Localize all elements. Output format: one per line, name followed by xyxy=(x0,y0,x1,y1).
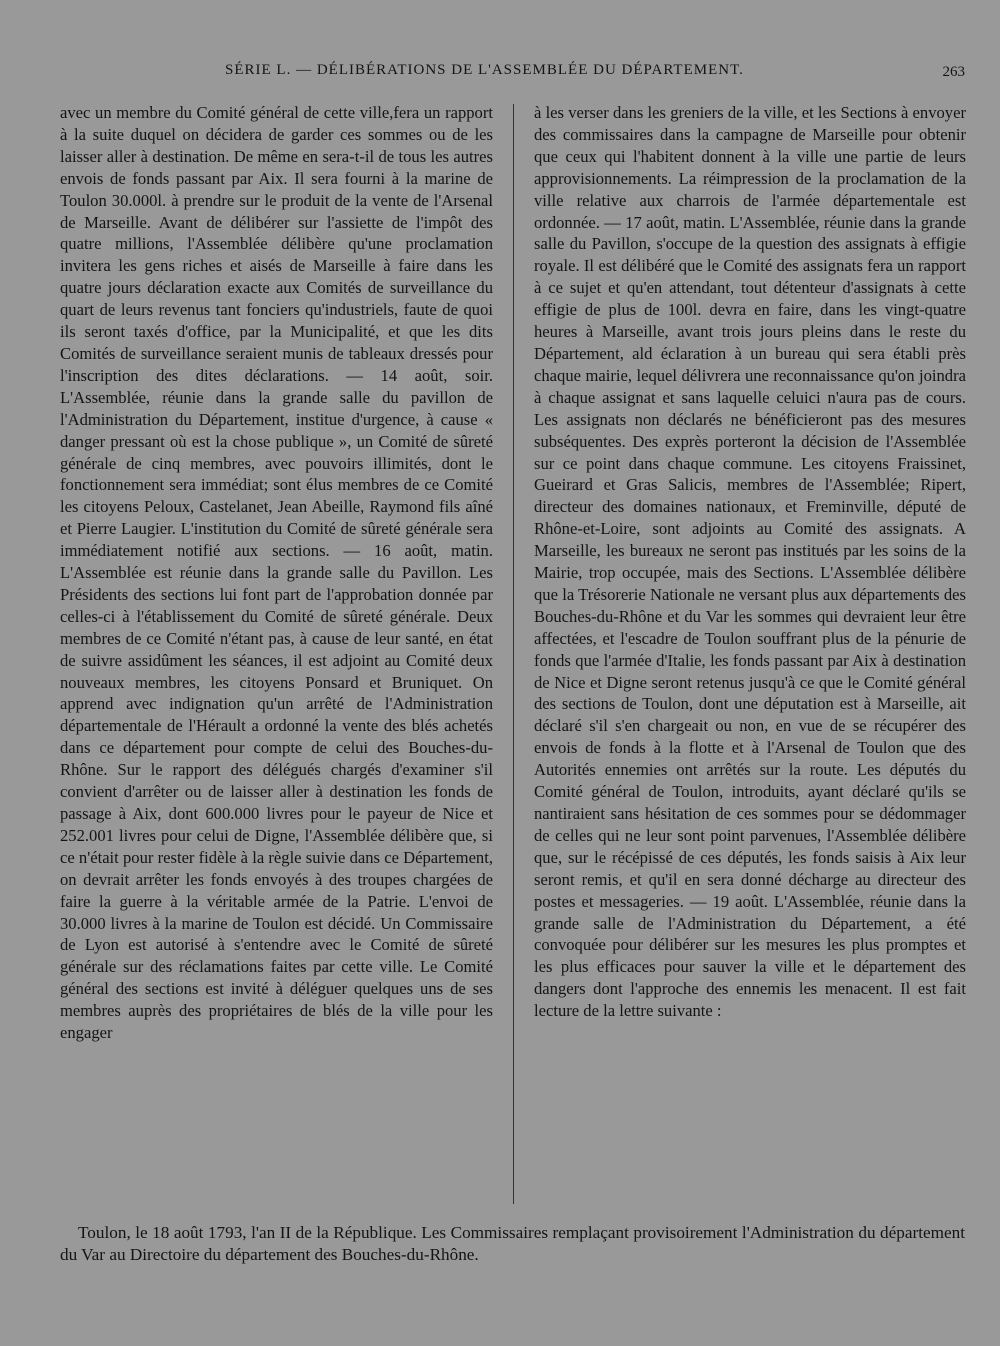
page-number: 263 xyxy=(942,64,965,80)
right-column-text: à les verser dans les greniers de la ville, et les Sections à envoyer des commissaires dans la campagne de Marseille pour obtenir que ceux qui l'habitent donnent à la ville une partie de leurs approvisionnements. La réimpression de la proclamation de la ville relative aux charrois de l'armée départementale est ordonnée. — 17 août, matin. L'Assemblée, réunie dans la grande salle du Pavillon, s'occupe de la question des assignats à effigie royale. Il est délibéré que le Comité des assignats fera un rapport à ce sujet et qu'en attendant, tout détenteur d'assignats à cette effigie de plus de 100l. devra en faire, dans les vingt-quatre heures à Marseille, avant trois jours pleins dans le reste du Département, ald éclaration à un bureau qui sera établi près chaque mairie, lequel délivrera une reconnaissance qu'on joindra à chaque assignat et sans laquelle celuici n'aura pas de cours. Les assignats non déclarés ne bénéficieront pas des mesures subséquentes. Des exprès porteront la décision de l'Assemblée sur ce point dans chaque commune. Les citoyens Fraissinet, Gueirard et Gras Salicis, membres de l'Assemblée; Ripert, directeur des domaines nationaux, et Freminville, député de Rhône-et-Loire, sont adjoints au Comité des assignats. A Marseille, les bureaux ne seront pas institués par les soins de la Mairie, trop occupée, mais des Sections. L'Assemblée délibère que la Trésorerie Nationale ne versant plus aux départements des Bouches-du-Rhône et du Var les sommes qui devraient leur être affectées, et l'escadre de Toulon souffrant plus de la pénurie de fonds que l'armée d'Italie, les fonds passant par Aix à destination de Nice et Digne seront retenus jusqu'à ce que le Comité général des sections de Toulon, dont une députation est à Marseille, ait déclaré s'il s'en chargeait ou non, en vue de se récupérer des envois de fonds à la flotte et à l'Arsenal de Toulon que des Autorités ennemies ont arrêtés sur la route. Les députés du Comité général de Toulon, introduits, ayant déclaré qu'ils se nantiraient sans hésitation de ces sommes pour se dédommager de celles qui ne leur sont point parvenues, l'Assemblée délibère que, sur le récépissé de ces députés, les fonds saisis à Aix leur seront remis, et qu'il en sera donné décharge au directeur des postes et messageries. — 19 août. L'Assemblée, réunie dans la grande salle de l'Administration du Département, a été convoquée pour délibérer sur les mesures les plus promptes et les plus efficaces pour sauver la ville et le département des dangers dont l'approche des ennemis les menacent. Il est fait lecture de la lettre suivante : xyxy=(534,103,966,1021)
column-divider xyxy=(513,104,514,1204)
running-header xyxy=(60,62,965,86)
left-column-text: avec un membre du Comité général de cette ville,fera un rapport à la suite duquel on décidera de garder ces sommes ou de les laisser aller à destination. De même en sera-t-il de tous les autres envois de fonds passant par Aix. Il sera fourni à la marine de Toulon 30.000l. à prendre sur le produit de la vente de l'Arsenal de Marseille. Avant de délibérer sur l'assiette de l'impôt des quatre millions, l'Assemblée délibère qu'une proclamation invitera les gens riches et aisés de Marseille à faire dans les quatre jours déclaration exacte aux Comités de surveillance du quart de leurs revenus tant fonciers qu'industriels, faute de quoi ils seront taxés d'office, par la Municipalité, et que les dits Comités de surveillance seraient munis de tableaux dressés pour l'inscription des dites déclarations. — 14 août, soir. L'Assemblée, réunie dans la grande salle du pavillon de l'Administration du Département, institue d'urgence, à cause « danger pressant où est la chose publique », un Comité de sûreté générale de cinq membres, avec pouvoirs illimités, dont le fonctionnement sera immédiat; sont élus membres de ce Comité les citoyens Peloux, Castelanet, Jean Abeille, Raymond fils aîné et Pierre Laugier. L'institution du Comité de sûreté générale sera immédiatement notifié aux sections. — 16 août, matin. L'Assemblée est réunie dans la grande salle du Pavillon. Les Présidents des sections lui font part de l'approbation donnée par celles-ci à l'établissement du Comité de sûreté générale. Deux membres de ce Comité n'étant pas, à cause de leur santé, en état de suivre assidûment les séances, il est adjoint au Comité deux nouveaux membres, les citoyens Ponsard et Bruniquet. On apprend avec indignation qu'un arrêté de l'Administration départementale de l'Hérault a ordonné la vente des blés achetés dans ce département pour compte de celui des Bouches-du-Rhône. Sur le rapport des délégués chargés d'examiner s'il convient d'arrêter ou de laisser aller à destination les fonds de passage à Aix, dont 600.000 livres pour le payeur de Nice et 252.001 livres pour celui de Digne, l'Assemblée délibère que, si ce n'était pour rester fidèle à la règle suivie dans ce Département, on devrait arrêter les fonds envoyés à des troupes chargées de faire la guerre à la véritable armée de la Patrie. L'envoi de 30.000 livres à la marine de Toulon est décidé. Un Commissaire de Lyon est autorisé à s'entendre avec le Comité de sûreté générale sur des réclamations faites par cette ville. Le Comité général des sections est invité à déléguer quelques uns de ses membres auprès des propriétaires de blés de la ville pour les engager xyxy=(60,103,493,1043)
running-title: SÉRIE L. — DÉLIBÉRATIONS DE L'ASSEMBLÉE DU DÉPARTEMENT. xyxy=(225,62,744,78)
letter-heading: Toulon, le 18 août 1793, l'an II de la République. Les Commissaires remplaçant provisoirement l'Administration du département du Var au Directoire du département des Bouches-du-Rhône. xyxy=(60,1223,965,1264)
